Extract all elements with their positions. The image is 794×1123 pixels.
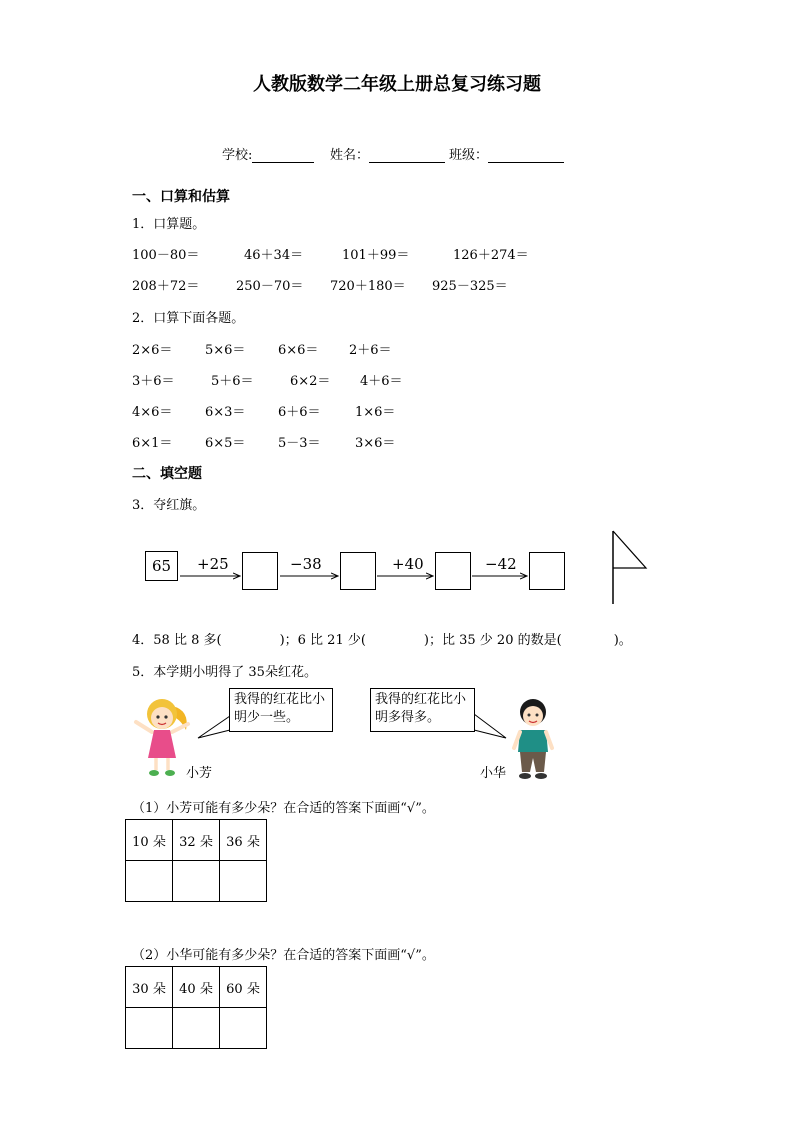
calc-item: 46＋34＝: [244, 248, 304, 263]
calc-item: 1×6＝: [355, 405, 396, 420]
option-cell: 60 朵: [220, 967, 267, 1008]
q4-part-b: )；6 比 21 少(: [279, 633, 366, 648]
q4-part-d: )。: [613, 633, 632, 648]
bubble-tail-right: [472, 706, 512, 740]
school-label: 学校:: [222, 148, 253, 163]
option-cell: 32 朵: [173, 820, 220, 861]
calc-item: 720＋180＝: [330, 279, 406, 294]
operation-label: −42: [485, 555, 517, 573]
operation-label: +25: [197, 555, 229, 573]
speech-bubble-left: 我得的红花比小明少一些。: [229, 688, 333, 732]
calc-item: 250－70＝: [236, 279, 304, 294]
sub-question-2: （2）小华可能有多少朵？在合适的答案下面画“√”。: [132, 948, 435, 963]
option-cell: 30 朵: [126, 967, 173, 1008]
section-2-heading: 二、填空题: [132, 466, 202, 482]
question-5: 5．本学期小明得了 35朵红花。: [132, 665, 317, 680]
calc-item: 4＋6＝: [360, 374, 403, 389]
calc-item: 126＋274＝: [453, 248, 529, 263]
name-label: 姓名：: [330, 148, 370, 163]
calc-item: 925－325＝: [432, 279, 508, 294]
calc-item: 2×6＝: [132, 343, 173, 358]
answer-box[interactable]: [340, 552, 376, 590]
calc-item: 6×1＝: [132, 436, 173, 451]
question-4: [132, 629, 632, 648]
calc-item: 3＋6＝: [132, 374, 175, 389]
speech-bubble-right: 我得的红花比小明多得多。: [370, 688, 475, 732]
question-1: 1．口算题。: [132, 217, 206, 232]
section-1-heading: 一、口算和估算: [132, 189, 230, 205]
sub-question-1: （1）小芳可能有多少朵？在合适的答案下面画“√”。: [132, 801, 435, 816]
calc-item: 3×6＝: [355, 436, 396, 451]
start-number-box: 65: [145, 551, 178, 581]
calc-item: 100－80＝: [132, 248, 200, 263]
answer-box[interactable]: [529, 552, 565, 590]
operation-label: −38: [290, 555, 322, 573]
question-3: 3．夺红旗。: [132, 498, 206, 513]
calc-item: 5－3＝: [278, 436, 321, 451]
calc-item: 6×2＝: [290, 374, 331, 389]
calc-item: 6×6＝: [278, 343, 319, 358]
calc-item: 6＋6＝: [278, 405, 321, 420]
answer-table-1: [125, 819, 267, 902]
calc-item: 101＋99＝: [342, 248, 410, 263]
option-cell: 40 朵: [173, 967, 220, 1008]
q4-part-c: )；比 35 少 20 的数是(: [423, 633, 562, 648]
class-label: 班级：: [449, 148, 489, 163]
check-cell[interactable]: [220, 861, 267, 902]
q4-part-a: 4．58 比 8 多(: [132, 633, 222, 648]
check-cell[interactable]: [126, 861, 173, 902]
answer-box[interactable]: [242, 552, 278, 590]
flag-icon: [613, 531, 646, 604]
check-cell[interactable]: [173, 1008, 220, 1049]
option-cell: 10 朵: [126, 820, 173, 861]
check-cell[interactable]: [173, 861, 220, 902]
calc-item: 2＋6＝: [349, 343, 392, 358]
operation-label: +40: [392, 555, 424, 573]
calc-item: 4×6＝: [132, 405, 173, 420]
answer-table-2: [125, 966, 267, 1049]
calc-item: 6×3＝: [205, 405, 246, 420]
option-cell: 36 朵: [220, 820, 267, 861]
answer-box[interactable]: [435, 552, 471, 590]
question-2: 2．口算下面各题。: [132, 311, 245, 326]
calc-item: 6×5＝: [205, 436, 246, 451]
name-right: 小华: [480, 766, 507, 781]
boy-illustration: [508, 696, 558, 782]
calc-item: 208＋72＝: [132, 279, 200, 294]
page-title: 人教版数学二年级上册总复习练习题: [253, 74, 541, 95]
check-cell[interactable]: [220, 1008, 267, 1049]
check-cell[interactable]: [126, 1008, 173, 1049]
name-left: 小芳: [186, 766, 213, 781]
calc-item: 5×6＝: [205, 343, 246, 358]
calc-item: 5＋6＝: [211, 374, 254, 389]
